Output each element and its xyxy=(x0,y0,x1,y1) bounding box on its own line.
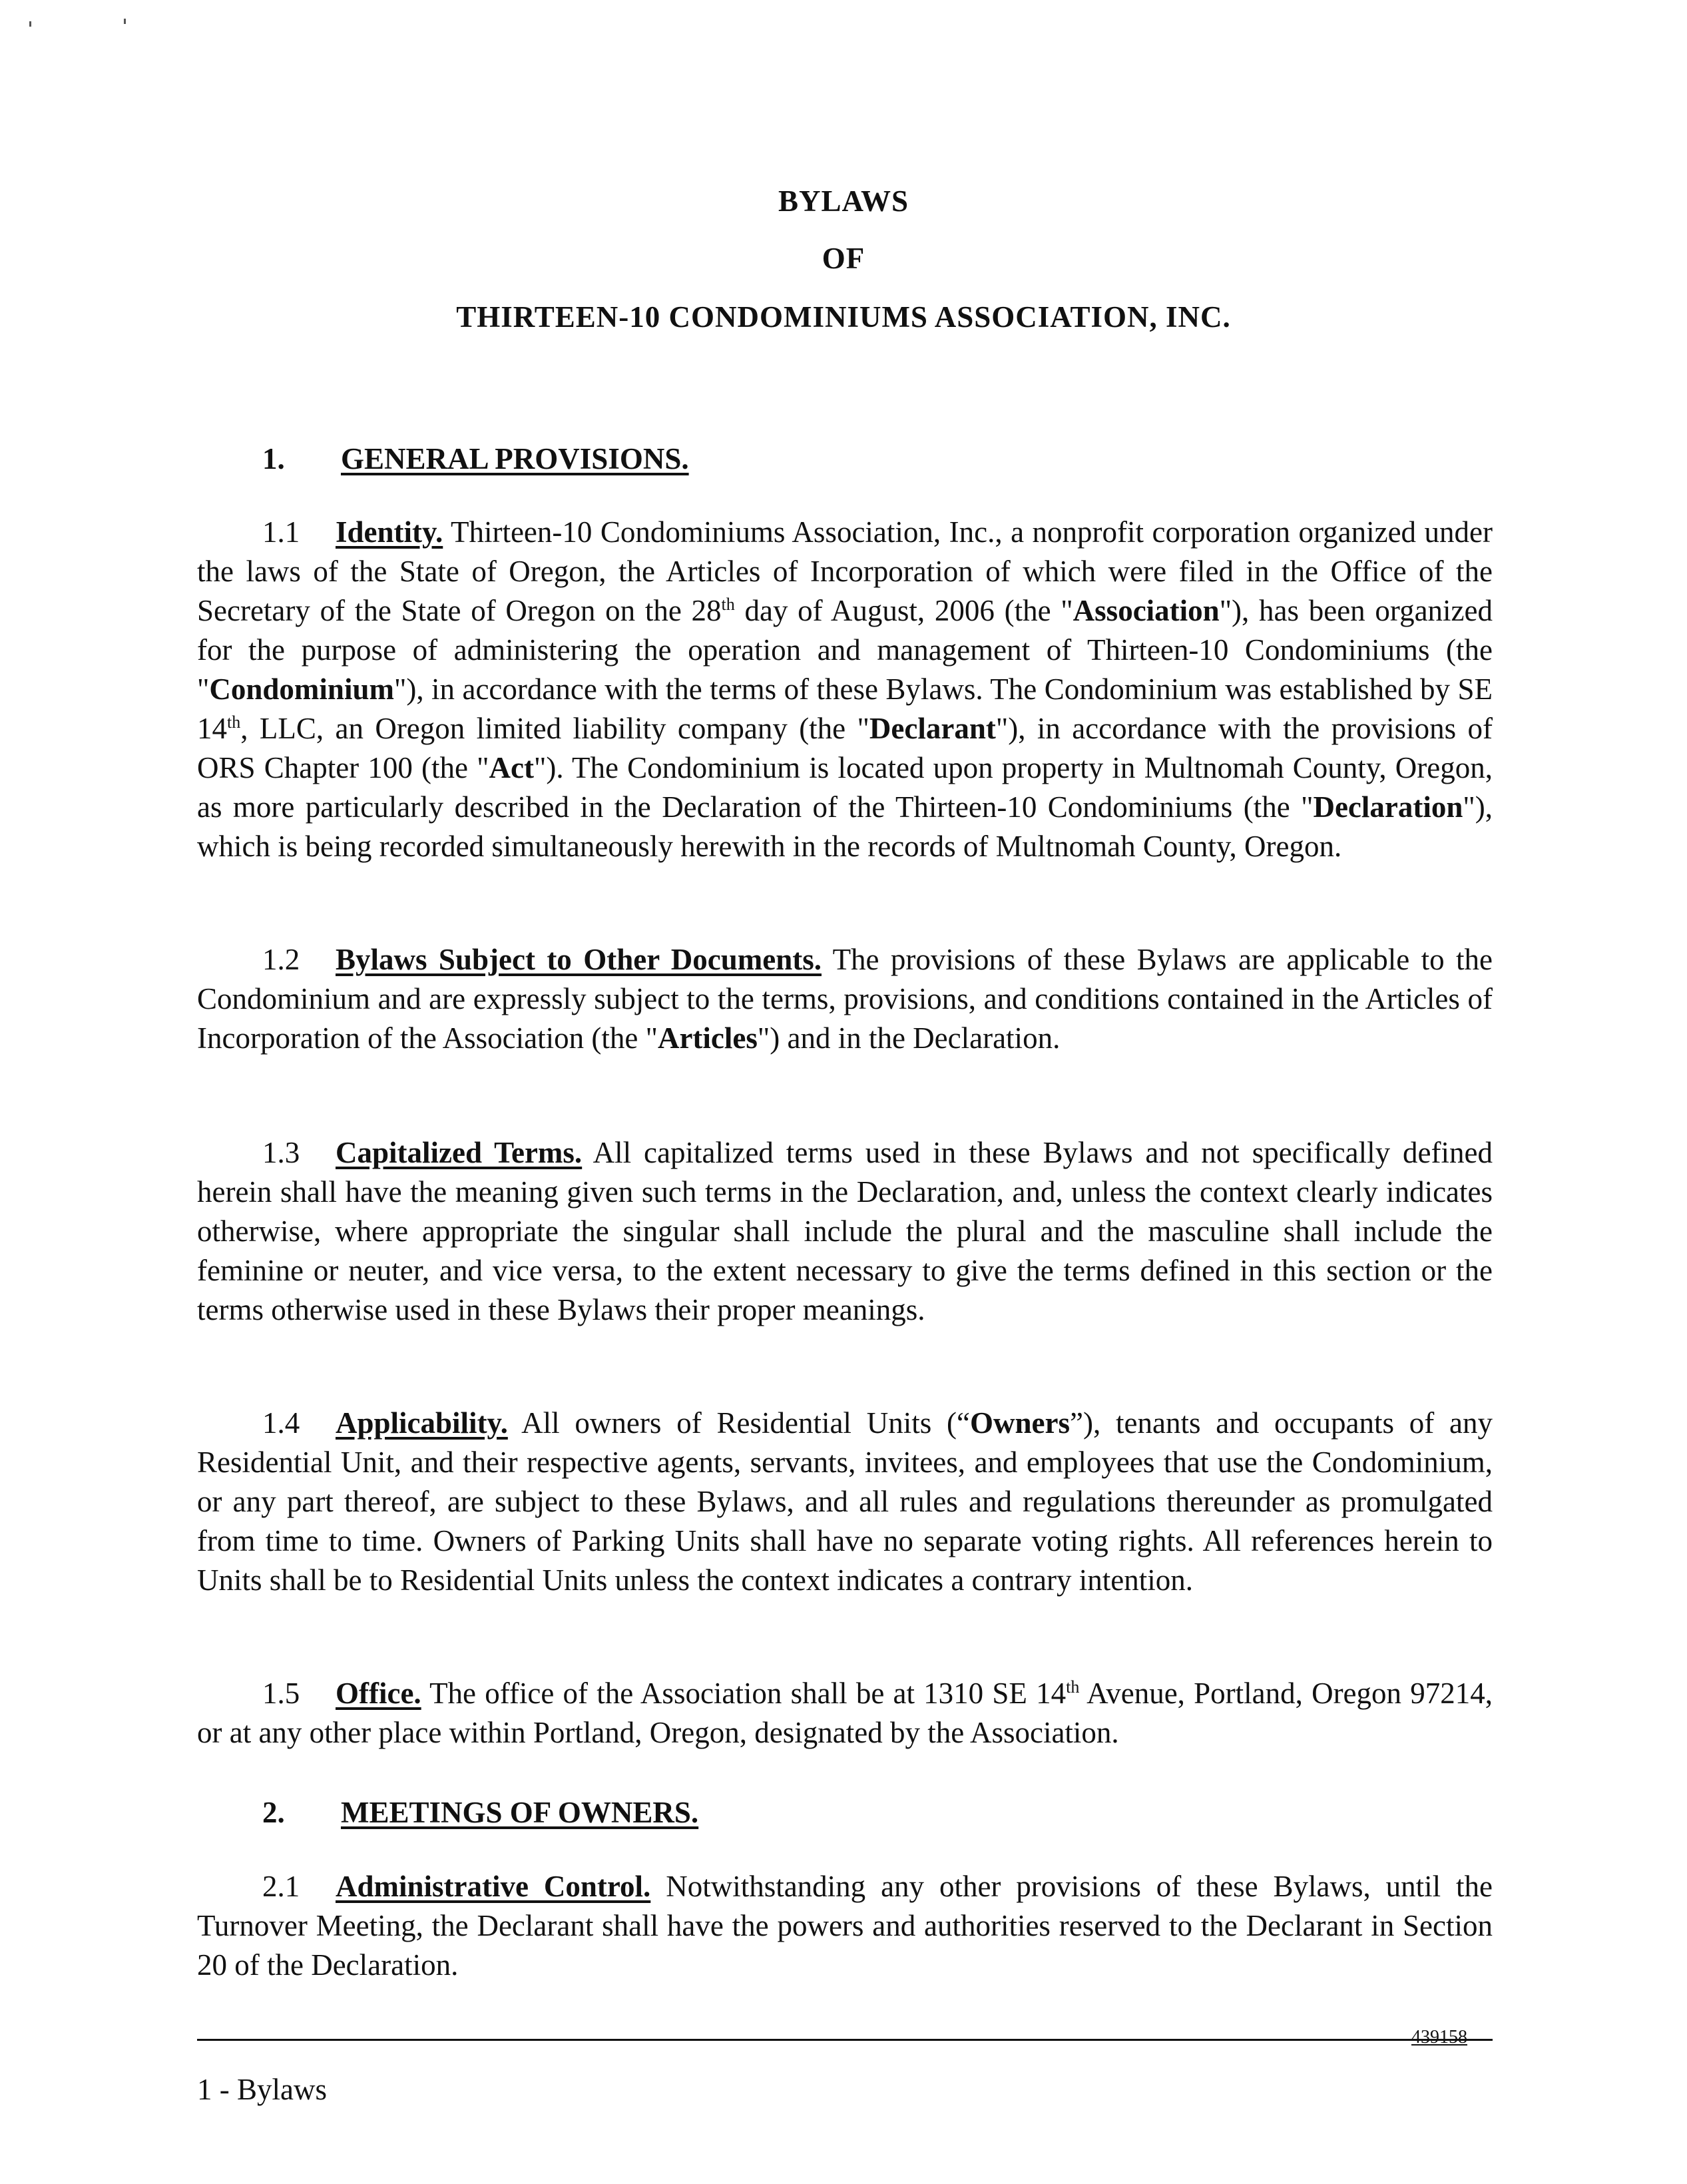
paragraph-text: Thirteen-10 Condominiums Association, Inc., a nonprofit corporation organized under the laws of the State of Oregon, the Articles of Incorporation of which were filed in the Office of the Secretary of the State of Oregon on the 28 xyxy=(197,515,1493,627)
paragraph-text: All owners of Residential Units (“ xyxy=(507,1406,970,1440)
paragraph-number: 1.1 xyxy=(262,515,300,549)
document-number: 439158 xyxy=(1411,2027,1467,2048)
defined-term: Condominium xyxy=(209,673,394,706)
superscript: th xyxy=(1066,1677,1080,1697)
paragraph-number: 1.2 xyxy=(262,943,300,976)
paragraph-1-1-identity xyxy=(197,513,1493,866)
paragraph-title: Administrative Control. xyxy=(336,1870,651,1903)
paragraph-title: Capitalized Terms. xyxy=(336,1136,583,1169)
section-number: 2. xyxy=(262,1796,285,1829)
defined-term: Act xyxy=(489,751,534,784)
paragraph-text: "), in accordance with the terms of these Bylaws. The Condominium was established by SE 14 xyxy=(197,673,1493,745)
footer-divider xyxy=(197,2039,1493,2041)
defined-term: Owners xyxy=(970,1406,1070,1440)
paragraph-text: "), has been organized for the purpose of administering the operation and management of Thirteen-10 Condominiums (the " xyxy=(197,594,1493,706)
paragraph-number: 2.1 xyxy=(262,1870,300,1903)
page-footer-label: 1 - Bylaws xyxy=(197,2073,327,2106)
paragraph-2-1-administrative-control xyxy=(197,1867,1493,1985)
paragraph-text: Avenue, Portland, Oregon 97214, or at any other place within Portland, Oregon, designated by the Association. xyxy=(197,1677,1493,1749)
paragraph-number: 1.5 xyxy=(262,1677,300,1710)
paragraph-text: "). The Condominium is located upon property in Multnomah County, Oregon, as more particularly described in the Declaration of the Thirteen-10 Condominiums (the " xyxy=(197,751,1493,824)
defined-term: Articles xyxy=(657,1021,758,1055)
paragraph-text: ”), tenants and occupants of any Residential Unit, and their respective agents, servants, invitees, and employees that use the Condominium, or any part thereof, are subject to these Bylaws, and all rules and regulations thereunder as promulgated from time to time. Owners of Parking Units shall have no separate voting rights. All references herein to Units shall be to Residential Units unless the context indicates a contrary intention. xyxy=(197,1406,1493,1597)
section-title: GENERAL PROVISIONS. xyxy=(341,442,689,475)
defined-term: Declaration xyxy=(1313,790,1463,824)
paragraph-text: Notwithstanding any other provisions of these Bylaws, until the Turnover Meeting, the Declarant shall have the powers and authorities reserved to the Declarant in Section 20 of the Declaration. xyxy=(197,1870,1493,1982)
scan-mark xyxy=(29,21,31,27)
paragraph-number: 1.4 xyxy=(262,1406,300,1440)
paragraph-1-3-capitalized-terms xyxy=(197,1133,1493,1330)
defined-term: Association xyxy=(1073,594,1220,627)
scan-mark xyxy=(124,19,126,24)
paragraph-text: day of August, 2006 (the " xyxy=(734,594,1073,627)
section-title: MEETINGS OF OWNERS. xyxy=(341,1796,699,1829)
paragraph-title: Office. xyxy=(336,1677,421,1710)
section-heading-general-provisions xyxy=(262,441,689,476)
superscript: th xyxy=(227,712,241,732)
paragraph-number: 1.3 xyxy=(262,1136,300,1169)
paragraph-text: The provisions of these Bylaws are applicable to the Condominium and are expressly subject to the terms, provisions, and conditions contained in the Articles of Incorporation of the Association (the " xyxy=(197,943,1493,1055)
paragraph-1-2-bylaws-subject xyxy=(197,940,1493,1058)
paragraph-1-5-office xyxy=(197,1674,1493,1753)
paragraph-text: The office of the Association shall be at 1310 SE 14 xyxy=(421,1677,1067,1710)
paragraph-title: Bylaws Subject to Other Documents. xyxy=(336,943,822,976)
section-heading-meetings-of-owners xyxy=(262,1795,698,1830)
section-number: 1. xyxy=(262,442,285,475)
title-of: OF xyxy=(822,242,865,275)
paragraph-text: ") and in the Declaration. xyxy=(757,1021,1061,1055)
title-bylaws: BYLAWS xyxy=(778,184,909,218)
paragraph-text: "), in accordance with the provisions of ORS Chapter 100 (the " xyxy=(197,712,1493,784)
paragraph-1-4-applicability xyxy=(197,1404,1493,1600)
title-association: THIRTEEN-10 CONDOMINIUMS ASSOCIATION, INC. xyxy=(456,300,1231,334)
paragraph-text: All capitalized terms used in these Bylaws and not specifically defined herein shall have the meaning given such terms in the Declaration, and, unless the context clearly indicates otherwise, where appropriate the singular shall include the plural and the masculine shall include the feminine or neuter, and vice versa, to the extent necessary to give the terms defined in this section or the terms otherwise used in these Bylaws their proper meanings. xyxy=(197,1136,1493,1326)
defined-term: Declarant xyxy=(869,712,996,745)
paragraph-text: , LLC, an Oregon limited liability company (the " xyxy=(240,712,869,745)
superscript: th xyxy=(721,595,735,614)
paragraph-title: Applicability. xyxy=(336,1406,508,1440)
paragraph-title: Identity. xyxy=(336,515,443,549)
paragraph-text: "), which is being recorded simultaneously herewith in the records of Multnomah County, Oregon. xyxy=(197,790,1493,863)
